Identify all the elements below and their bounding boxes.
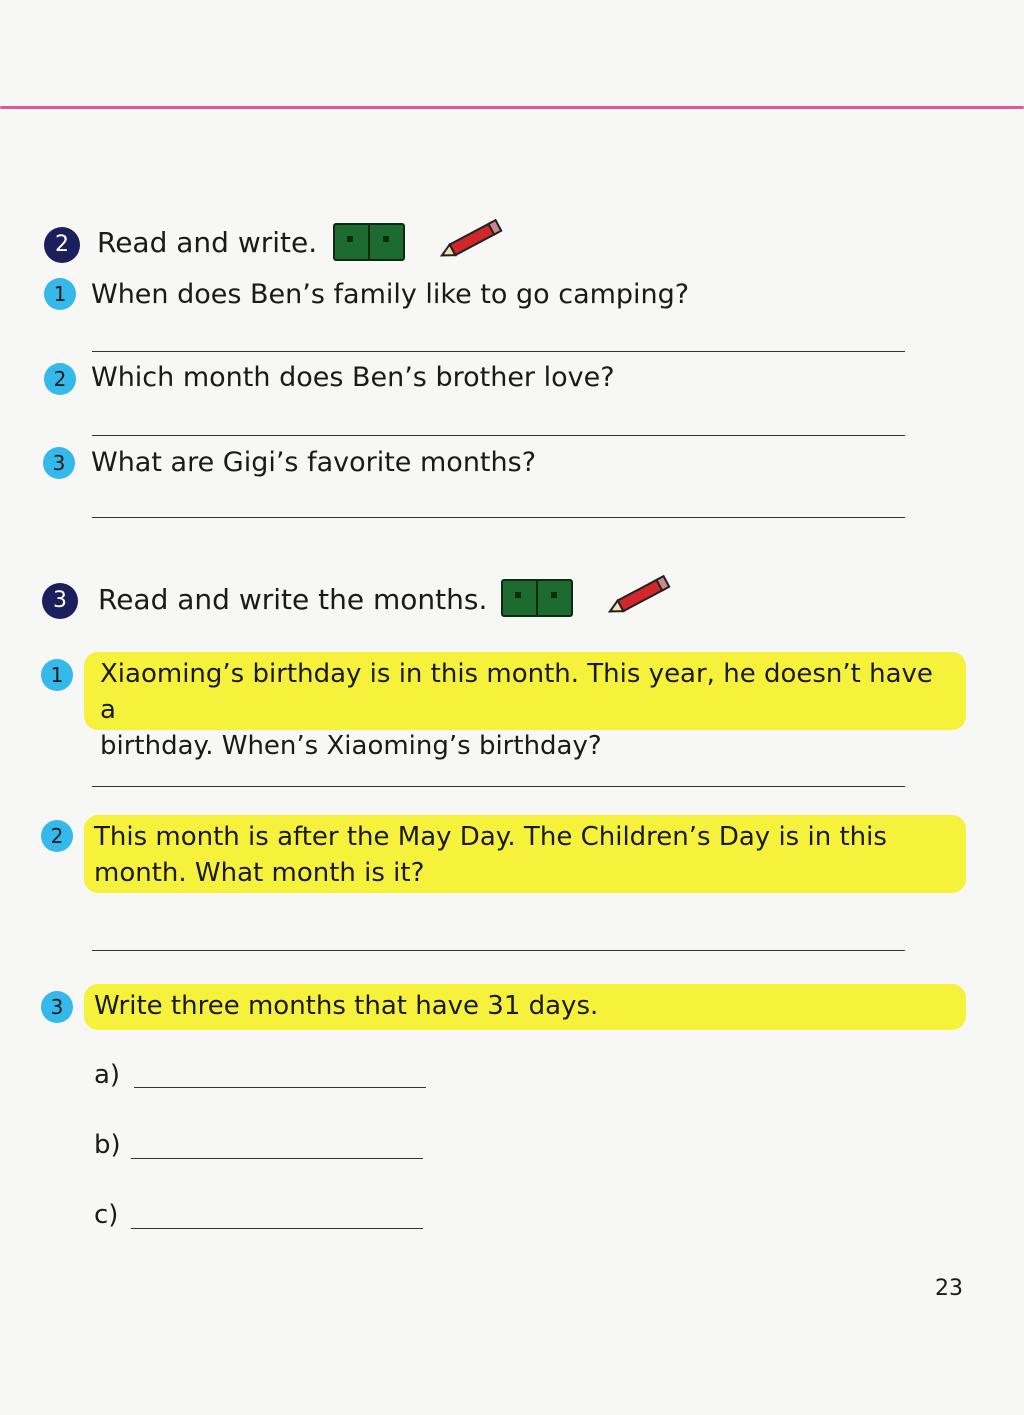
top-divider <box>0 106 1024 109</box>
answer-line[interactable] <box>92 435 905 436</box>
book-icon <box>333 222 405 262</box>
question-line: This month is after the May Day. The Children’s Day is in this <box>94 822 887 852</box>
pencil-icon <box>436 218 506 262</box>
answer-line[interactable] <box>92 950 905 951</box>
question-text: What are Gigi’s favorite months? <box>91 447 537 478</box>
question-text: When does Ben’s family like to go camping? <box>91 279 690 310</box>
question-box <box>84 652 966 761</box>
question-number: 2 <box>44 363 76 395</box>
page-number: 23 <box>935 1276 963 1301</box>
question-line: Xiaoming’s birthday is in this month. This year, he doesn’t have a <box>100 659 933 725</box>
question-number: 3 <box>43 447 75 479</box>
question-number: 1 <box>41 659 73 691</box>
question-box <box>84 815 966 893</box>
question-text: Which month does Ben’s brother love? <box>91 362 615 393</box>
answer-line[interactable] <box>92 517 905 518</box>
section-2-badge: 2 <box>44 227 80 263</box>
question-line: birthday. When’s Xiaoming’s birthday? <box>100 731 602 761</box>
section-3-title: Read and write the months. <box>98 583 488 616</box>
section-2-title: Read and write. <box>97 226 318 259</box>
answer-line[interactable] <box>92 351 905 352</box>
pencil-icon <box>604 574 674 618</box>
item-label-b: b) <box>94 1130 121 1160</box>
item-label-c: c) <box>94 1200 119 1230</box>
question-box <box>84 984 966 1030</box>
answer-line[interactable] <box>92 786 905 787</box>
question-number: 1 <box>44 278 76 310</box>
answer-line-b[interactable] <box>131 1158 423 1159</box>
book-icon <box>501 578 573 618</box>
question-number: 2 <box>41 820 73 852</box>
answer-line-c[interactable] <box>131 1228 423 1229</box>
item-label-a: a) <box>94 1060 121 1090</box>
question-line: month. What month is it? <box>94 858 425 888</box>
question-line: Write three months that have 31 days. <box>94 991 599 1021</box>
question-number: 3 <box>41 991 73 1023</box>
section-3-badge: 3 <box>42 583 78 619</box>
answer-line-a[interactable] <box>134 1087 426 1088</box>
